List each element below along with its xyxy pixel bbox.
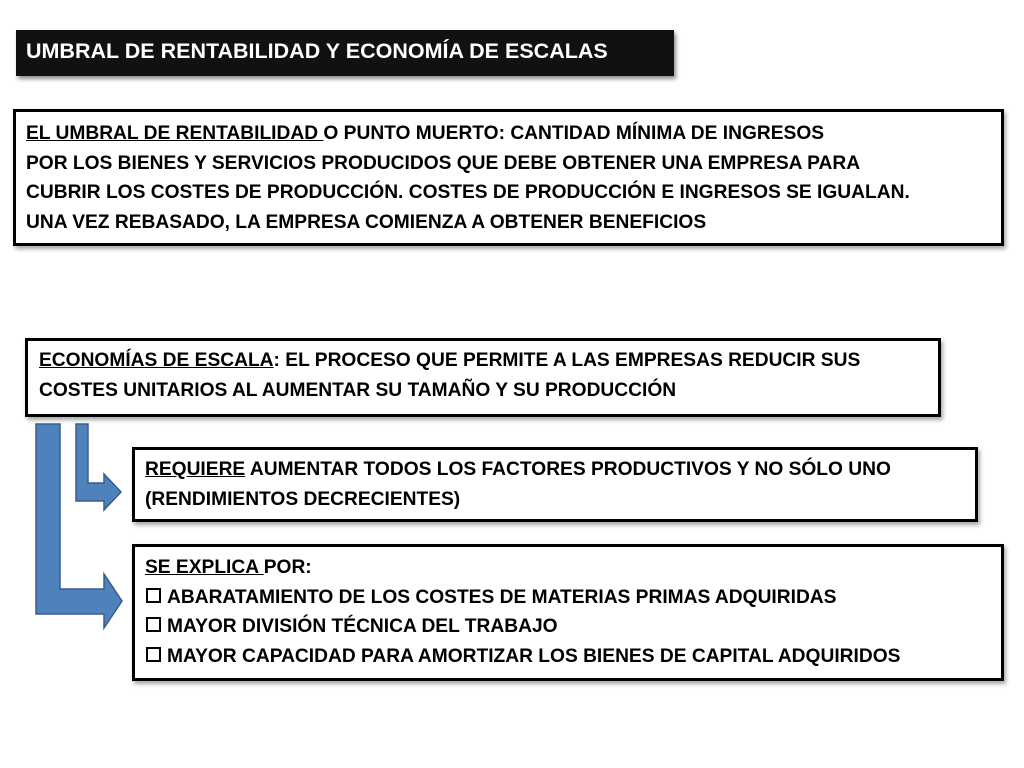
list-item xyxy=(145,642,1001,672)
requires-term: REQUIERE xyxy=(145,459,246,480)
requires-line-1-rest: AUMENTAR TODOS LOS FACTORES PRODUCTIVOS Y NO SÓLO UNO xyxy=(245,459,891,480)
explained-heading xyxy=(145,553,1001,583)
list-item xyxy=(145,612,1001,642)
requires-box xyxy=(132,447,978,522)
requires-line-1 xyxy=(145,455,975,485)
checkbox-bullet-icon xyxy=(146,617,161,632)
definition-line-3: CUBRIR LOS COSTES DE PRODUCCIÓN. COSTES DE PRODUCCIÓN E INGRESOS SE IGUALAN. xyxy=(26,182,910,203)
definition-term: EL UMBRAL DE RENTABILIDAD xyxy=(26,123,324,144)
checkbox-bullet-icon xyxy=(146,647,161,662)
economies-line-2: COSTES UNITARIOS AL AUMENTAR SU TAMAÑO Y SU PRODUCCIÓN xyxy=(39,379,677,401)
definition-line-1-rest: O PUNTO MUERTO: CANTIDAD MÍNIMA DE INGRESOS xyxy=(323,123,825,144)
list-item-text: MAYOR CAPACIDAD PARA AMORTIZAR LOS BIENES DE CAPITAL ADQUIRIDOS xyxy=(167,645,901,667)
definition-line-4: UNA VEZ REBASADO, LA EMPRESA COMIENZA A OBTENER BENEFICIOS xyxy=(26,211,707,233)
economies-line-1-rest: : EL PROCESO QUE PERMITE A LAS EMPRESAS REDUCIR SUS xyxy=(273,350,861,371)
checkbox-bullet-icon xyxy=(146,588,161,603)
list-item-text: ABARATAMIENTO DE LOS COSTES DE MATERIAS PRIMAS ADQUIRIDAS xyxy=(167,586,837,608)
explained-term: SE EXPLICA xyxy=(145,557,264,578)
explained-heading-rest: POR: xyxy=(263,557,312,578)
definition-line-2: POR LOS BIENES Y SERVICIOS PRODUCIDOS QUE DEBE OBTENER UNA EMPRESA PARA xyxy=(26,152,861,174)
arrow-to-requires xyxy=(76,424,121,510)
list-item-text: MAYOR DIVISIÓN TÉCNICA DEL TRABAJO xyxy=(167,616,558,637)
explained-box xyxy=(132,544,1004,681)
requires-line-2: (RENDIMIENTOS DECRECIENTES) xyxy=(145,488,461,510)
list-item xyxy=(145,583,1001,613)
slide-title-text: UMBRAL DE RENTABILIDAD Y ECONOMÍA DE ESCALAS xyxy=(26,39,608,63)
economies-term: ECONOMÍAS DE ESCALA xyxy=(39,350,274,371)
